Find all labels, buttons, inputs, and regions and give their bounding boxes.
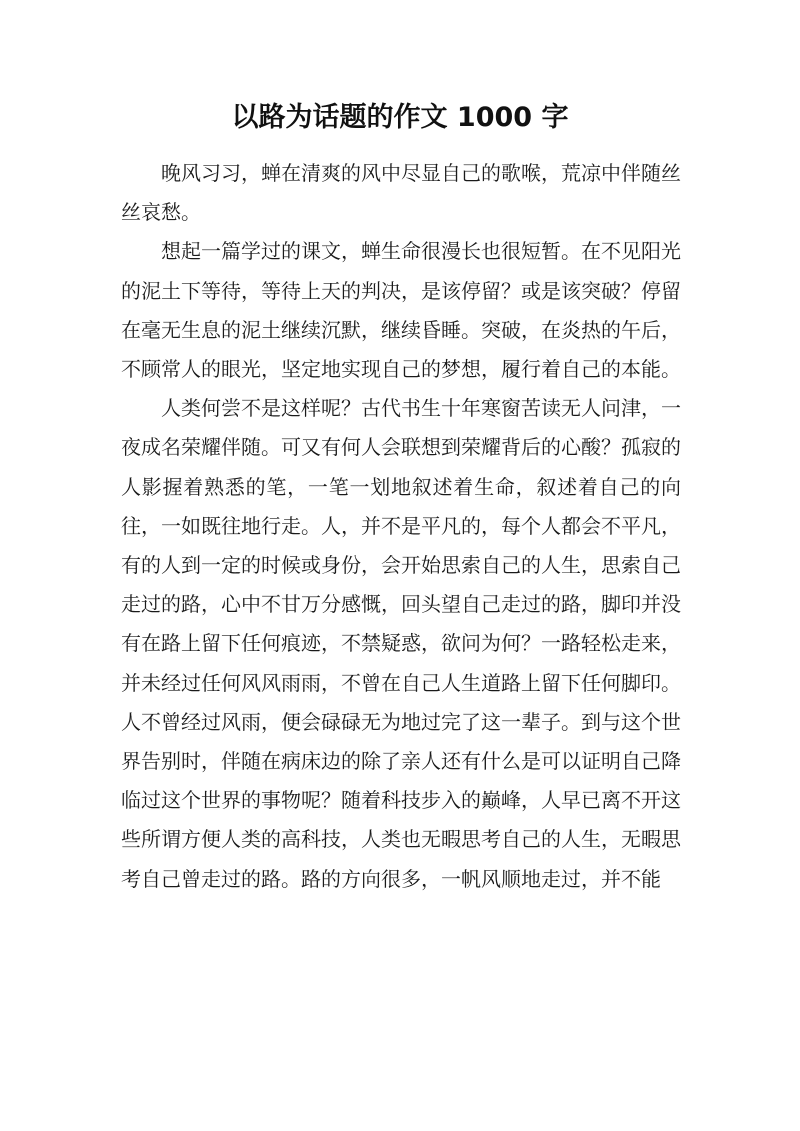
article-body [121,154,681,899]
paragraph-3: 人类何尝不是这样呢？古代书生十年寒窗苦读无人问津，一夜成名荣耀伴随。可又有何人会联想到荣耀背后的心酸？孤寂的人影握着熟悉的笔，一笔一划地叙述着生命，叙述着自己的向往，一如既往地行走。人，并不是平凡的，每个人都会不平凡，有的人到一定的时候或身份，会开始思索自己的人生，思索自己走过的路，心中不甘万分感慨，回头望自己走过的路，脚印并没有在路上留下任何痕迹，不禁疑惑，欲问为何？一路轻松走来，并未经过任何风风雨雨，不曾在自己人生道路上留下任何脚印。人不曾经过风雨，便会碌碌无为地过完了这一辈子。到与这个世界告别时，伴随在病床边的除了亲人还有什么是可以证明自己降临过这个世界的事物呢？随着科技步入的巅峰，人早已离不开这些所谓方便人类的高科技，人类也无暇思考自己的人生，无暇思考自己曾走过的路。路的方向很多，一帆风顺地走过，并不能 [121,396,681,891]
paragraph-1: 晚风习习，蝉在清爽的风中尽显自己的歌喉，荒凉中伴随丝丝哀愁。 [121,161,681,225]
page-title: 以路为话题的作文 1000 字 [231,102,569,133]
paragraph-2: 想起一篇学过的课文，蝉生命很漫长也很短暂。在不见阳光的泥土下等待，等待上天的判决，是该停留？或是该突破？停留在毫无生息的泥土继续沉默，继续昏睡。突破，在炎热的午后，不顾常人的眼光，坚定地实现自己的梦想，履行着自己的本能。 [121,239,681,382]
